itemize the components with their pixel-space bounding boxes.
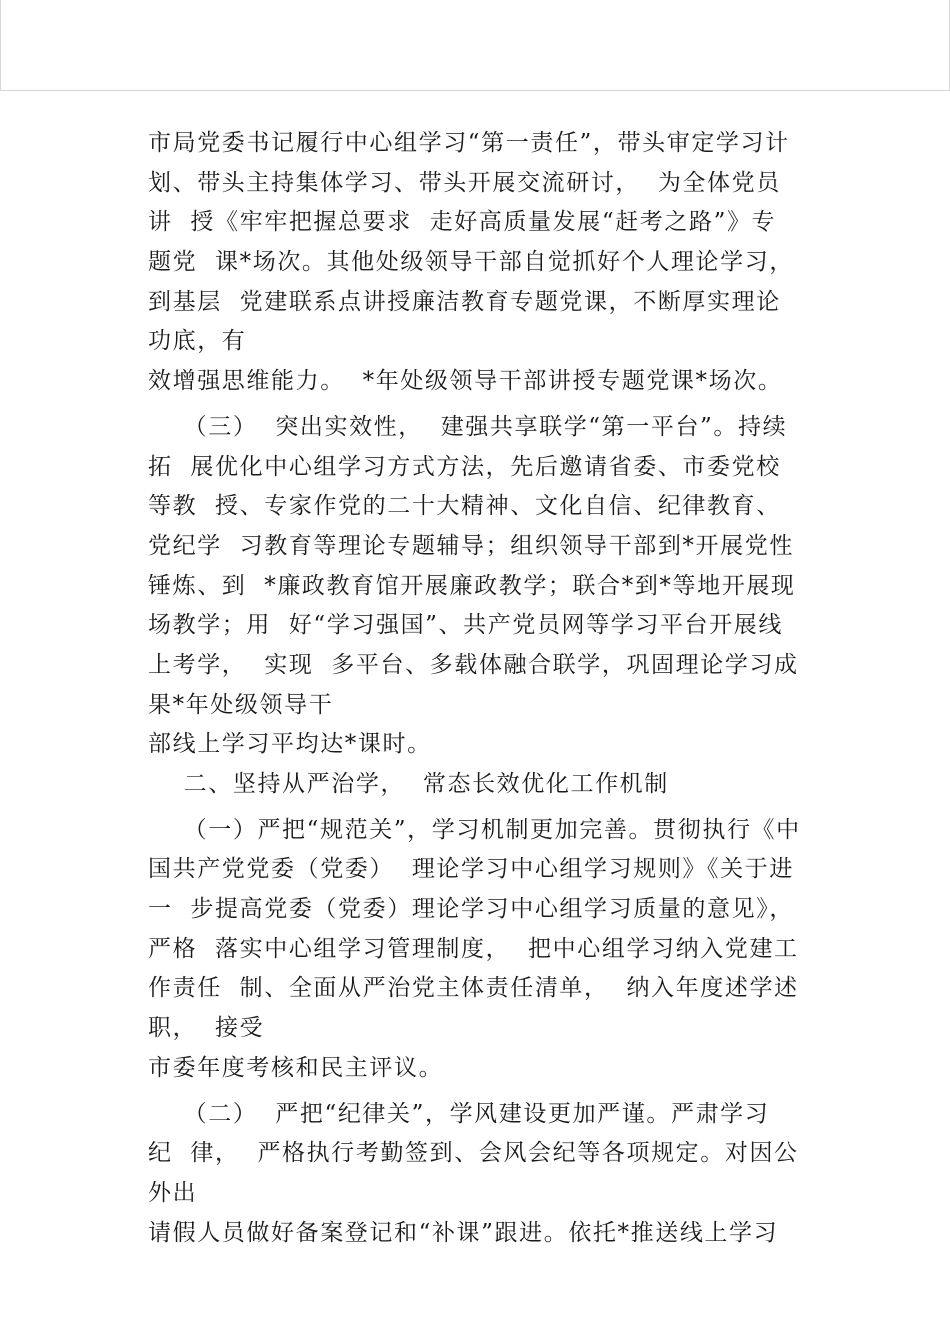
text-line: 效增强思维能力。 *年处级领导干部讲授专题党课*场次。	[148, 368, 783, 395]
text-line: 功底，有	[148, 328, 247, 355]
page-header-band	[0, 0, 950, 91]
text-line: 上考学， 实现 多平台、多载体融合联学，巩固理论学习成	[148, 651, 799, 678]
text-line: 划、带头主持集体学习、带头开展交流研讨， 为全体党员	[148, 169, 781, 196]
text-line: 纪 律， 严格执行考勤签到、会风会纪等各项规定。对因公	[148, 1140, 799, 1167]
text-line: 党纪学 习教育等理论专题辅导；组织领导干部到*开展党性	[148, 532, 794, 559]
text-line: 职， 接受	[148, 1015, 265, 1042]
text-line: 市委年度考核和民主评议。	[148, 1054, 444, 1081]
text-line: 拓 展优化中心组学习方式方法，先后邀请省委、市委党校	[148, 453, 781, 480]
text-line: 题党 课*场次。其他处级领导干部自觉抓好个人理论学习，	[148, 249, 794, 276]
text-line: 讲 授《牢牢把握总要求 走好高质量发展“赶考之路”》专	[148, 209, 777, 236]
text-line: 市局党委书记履行中心组学习“第一责任”，带头审定学习计	[148, 130, 790, 156]
text-line: 严格 落实中心组学习管理制度， 把中心组学习纳入党建工	[148, 935, 799, 962]
text-line: （二） 严把“纪律关”，学风建设更加严谨。严肃学习	[148, 1100, 770, 1127]
text-line: 作责任 制、全面从严治党主体责任清单， 纳入年度述学述	[148, 975, 799, 1002]
text-line: 一 步提高党委（党委）理论学习中心组学习质量的意见》，	[148, 896, 794, 923]
text-line: 到基层 党建联系点讲授廉洁教育专题党课，不断厚实理论	[148, 288, 781, 315]
text-line: 等教 授、专家作党的二十大精神、文化自信、纪律教育、	[148, 493, 781, 520]
text-line: 果*年处级领导干	[148, 691, 334, 718]
document-body	[148, 124, 808, 1253]
text-line: 锤炼、到 *廉政教育馆开展廉政教学；联合*到*等地开展现	[148, 572, 796, 599]
text-line: 国共产党党委（党委） 理论学习中心组学习规则》《关于进	[148, 856, 794, 883]
text-line: （三） 突出实效性， 建强共享联学“第一平台”。持续	[148, 413, 788, 440]
text-line: 请假人员做好备案登记和“补课”跟进。依托*推送线上学习	[148, 1219, 779, 1246]
text-line: 部线上学习平均达*课时。	[148, 731, 432, 758]
section-heading: 二、坚持从严治学， 常态长效优化工作机制	[148, 771, 669, 797]
text-line: （一）严把“规范关”，学习机制更加完善。贯彻执行《中	[148, 816, 801, 843]
text-line: 外出	[148, 1179, 198, 1206]
text-line: 场教学；用 好“学习强国”、共产党员网等学习平台开展线	[148, 612, 783, 639]
